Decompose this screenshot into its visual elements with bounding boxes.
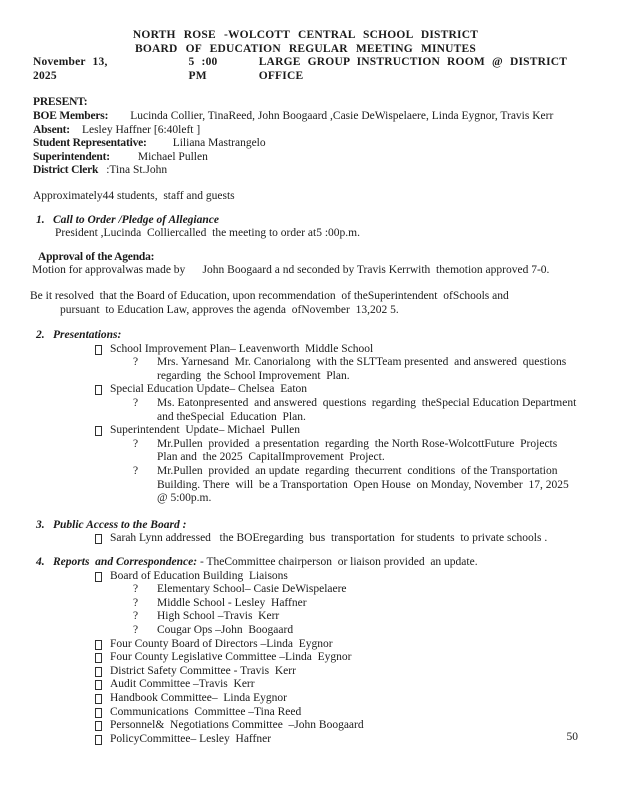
bullet-box-icon [95, 680, 102, 690]
sub-item-text: High School –Travis Kerr [157, 610, 280, 623]
boe-members-value: Lucinda Collier, TinaReed, John Boogaard ,Casie DeWispelaere, Linda Eygnor, Travis Kerr [130, 109, 554, 122]
list-item-text: Sarah Lynn addressed the BOEregarding bus transportation for students to private schools . [110, 532, 548, 545]
bullet-box-icon [95, 667, 102, 677]
sub-list-item [133, 624, 578, 638]
boe-members-row [33, 110, 578, 124]
sub-list-item [133, 438, 578, 465]
sub-item-text: Cougar Ops –John Boogaard [157, 623, 294, 636]
bullet-box-icon [95, 572, 102, 582]
question-bullet-icon: ? [133, 623, 139, 636]
question-bullet-icon: ? [133, 397, 139, 410]
bullet-box-icon [95, 721, 102, 731]
call-to-order-body: President ,Lucinda Colliercalled the meeting to order at5 :00p.m. [55, 227, 360, 240]
student-rep-label: Student Representative: [33, 137, 147, 150]
title-text-2: BOARD OF EDUCATION REGULAR MEETING MINUTES [134, 42, 477, 55]
bullet-box-icon [95, 534, 102, 544]
bullet-box-icon [95, 694, 102, 704]
superintendent-value: Michael Pullen [137, 150, 208, 163]
absent-label: Absent: [33, 123, 70, 136]
sub-list-item [133, 465, 578, 506]
question-bullet-icon: ? [133, 437, 139, 450]
bullet-box-icon [95, 653, 102, 663]
present-heading: PRESENT: [33, 96, 88, 109]
section-1-number: 1. [36, 213, 45, 226]
attendance-note: Approximately44 students, staff and guests [33, 189, 235, 202]
list-item-personnel-negotiations [95, 719, 578, 733]
superintendent-row [33, 151, 578, 165]
list-item-policy-committee [95, 733, 578, 747]
list-item-text: School Improvement Plan– Leavenworth Middle School [110, 342, 374, 355]
section-3-heading: Public Access to the Board : [53, 518, 187, 531]
section-2-number: 2. [36, 329, 45, 342]
list-item-text: Four County Legislative Committee –Linda Eygnor [110, 651, 352, 664]
bullet-box-icon [95, 708, 102, 718]
section-1-heading: Call to Order /Pledge of Allegiance [53, 213, 219, 226]
bullet-box-icon [95, 735, 102, 745]
section-3-heading-row [36, 519, 578, 533]
question-bullet-icon: ? [133, 596, 139, 609]
section-2-presentations [33, 329, 583, 506]
list-item-text: Board of Education Building Liaisons [110, 569, 288, 582]
present-block [33, 96, 578, 178]
sub-item-text: Middle School - Lesley Haffner [157, 596, 307, 609]
student-rep-row [33, 137, 578, 151]
sub-item-text: Mrs. Yarnesand Mr. Canorialong with the SLTTeam presented and answered questions regarding the School Improvement Plan. [157, 356, 570, 382]
resolution-line-1: Be it resolved that the Board of Education, upon recommendation of theSuperintendent ofSchools and [30, 289, 509, 302]
present-heading-row [33, 96, 578, 110]
list-item-text: Four County Board of Directors –Linda Eygnor [110, 637, 333, 650]
section-2-heading-row [36, 329, 578, 343]
list-item-text: Communications Committee –Tina Reed [110, 705, 302, 718]
section-3-public-access [33, 519, 578, 546]
list-item-text: District Safety Committee - Travis Kerr [110, 664, 296, 677]
district-clerk-label: District Clerk [33, 164, 99, 177]
list-item-public-access [95, 532, 578, 546]
title-text-1: NORTH ROSE -WOLCOTT CENTRAL SCHOOL DISTRICT [132, 29, 479, 41]
resolution-line-2: pursuant to Education Law, approves the agenda ofNovember 13,202 5. [60, 303, 399, 316]
section-3-number: 3. [36, 518, 45, 531]
absent-value: Lesley Haffner [6:40left ] [81, 123, 201, 136]
meeting-time: 5 :00 PM [188, 56, 225, 82]
question-bullet-icon: ? [133, 465, 139, 478]
question-bullet-icon: ? [133, 356, 139, 369]
sub-list-item [133, 583, 578, 597]
question-bullet-icon: ? [133, 610, 139, 623]
list-item-four-county-board [95, 638, 578, 652]
district-clerk-value: :Tina St.John [106, 164, 168, 177]
document-title-line2 [33, 43, 578, 57]
agenda-approval-heading: Approval of the Agenda: [38, 250, 155, 263]
list-item-text: Special Education Update– Chelsea Eaton [110, 383, 308, 396]
bullet-box-icon [95, 640, 102, 650]
meeting-location: LARGE GROUP INSTRUCTION ROOM @ DISTRICT OFFICE [258, 56, 575, 82]
section-2-heading: Presentations: [53, 329, 122, 342]
sub-item-text: Elementary School– Casie DeWispelaere [157, 583, 347, 596]
list-item-four-county-legislative [95, 651, 578, 665]
list-item-text: Superintendent Update– Michael Pullen [110, 424, 301, 437]
list-item-boe-building-liaisons [95, 570, 578, 584]
section-4-number: 4. [36, 556, 45, 568]
sub-list-item [133, 610, 578, 624]
document-title-line1 [33, 29, 578, 43]
section-4-heading-suffix: - TheCommittee chairperson or liaison provided an update. [197, 556, 478, 568]
bullet-box-icon [95, 426, 102, 436]
student-rep-value: Liliana Mastrangelo [172, 137, 266, 150]
section-4-heading-text [53, 556, 478, 570]
sub-list-item [133, 597, 578, 611]
district-clerk-row [33, 164, 578, 178]
list-item-text: Handbook Committee– Linda Eygnor [110, 691, 287, 704]
list-item-special-education [95, 383, 578, 397]
list-item-communications-committee [95, 706, 578, 720]
absent-row [33, 124, 578, 138]
meeting-info-line [33, 56, 578, 83]
section-4-heading: Reports and Correspondence: [53, 556, 198, 568]
sub-item-text: Mr.Pullen provided an update regarding thecurrent conditions of the Transportation Building. There will be a Transportation Open House on Monday, November 17, 2025 @ 5:00p.m. [157, 465, 572, 505]
list-item-handbook-committee [95, 692, 578, 706]
sub-list-item [133, 397, 583, 424]
list-item-school-improvement [95, 343, 578, 357]
boe-members-label: BOE Members: [33, 109, 109, 122]
meeting-date: November 13, 2025 [33, 56, 115, 82]
section-1-heading-row [36, 214, 578, 228]
list-item-superintendent-update [95, 424, 578, 438]
list-item-text: PolicyCommittee– Lesley Haffner [110, 732, 272, 745]
question-bullet-icon: ? [133, 583, 139, 596]
section-4-reports [33, 556, 578, 746]
sub-item-text: Mr.Pullen provided a presentation regarding the North Rose-WolcottFuture Projects Plan and the 2025 CapitalImprovement Project. [157, 437, 561, 464]
section-4-heading-row [36, 556, 578, 570]
page-number: 50 [566, 731, 578, 743]
list-item-text: Personnel& Negotiations Committee –John Boogaard [110, 719, 364, 732]
superintendent-label: Superintendent: [33, 150, 110, 163]
bullet-box-icon [95, 345, 102, 355]
list-item-text: Audit Committee –Travis Kerr [110, 678, 255, 691]
list-item-district-safety [95, 665, 578, 679]
bullet-box-icon [95, 385, 102, 395]
sub-list-item [133, 356, 578, 383]
list-item-audit-committee [95, 678, 578, 692]
agenda-motion-line: Motion for approvalwas made by John Boogaard a nd seconded by Travis Kerrwith themotion approved 7-0. [32, 264, 550, 277]
sub-item-text: Ms. Eatonpresented and answered questions regarding theSpecial Education Department and theSpecial Education Plan. [157, 397, 583, 423]
